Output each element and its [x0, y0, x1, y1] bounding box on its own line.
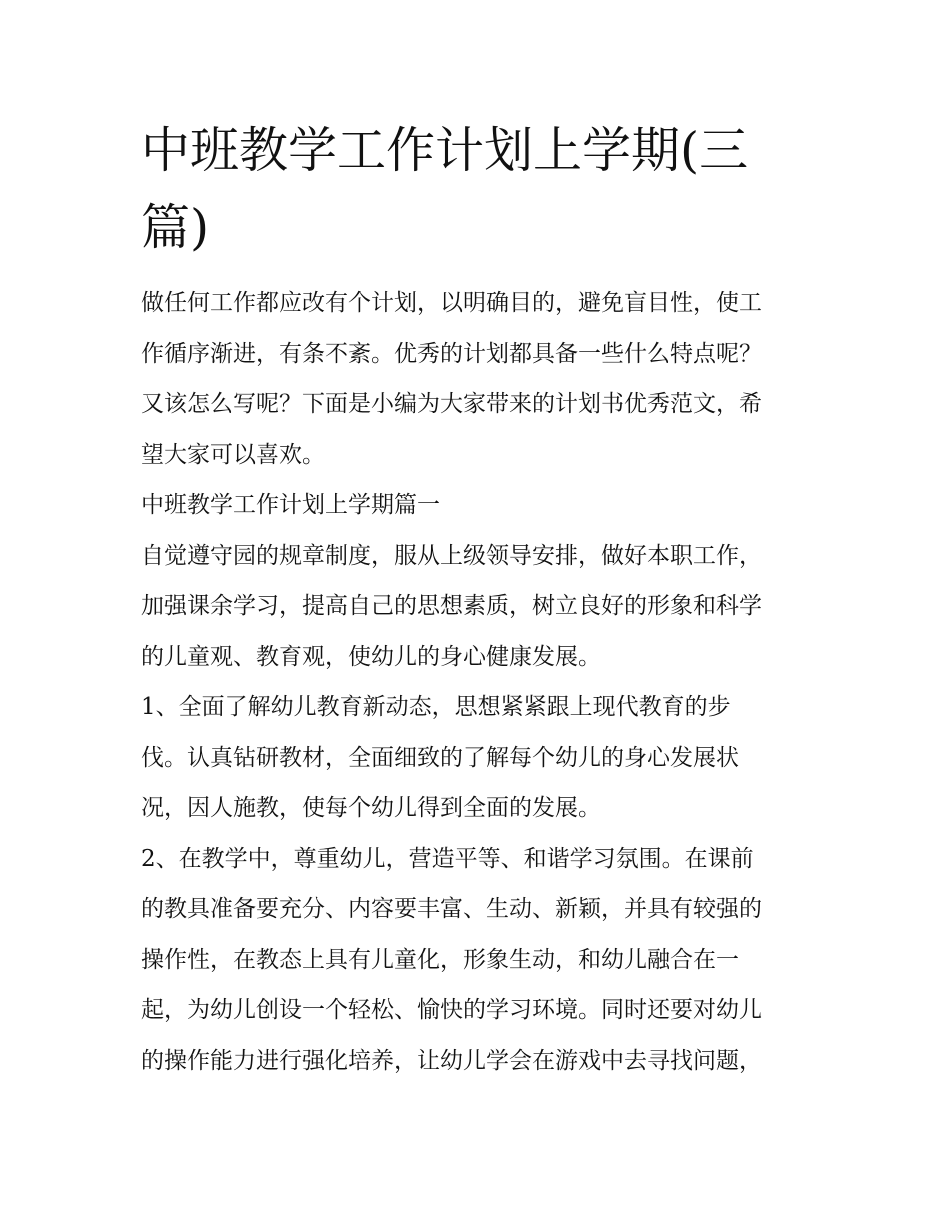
- list-item-line: 的教具准备要充分、内容要丰富、生动、新颖，并具有较强的: [141, 896, 762, 922]
- list-item-line: 1、全面了解幼儿教育新动态，思想紧紧跟上现代教育的步: [141, 694, 731, 720]
- section-heading: 中班教学工作计划上学期篇一: [141, 492, 440, 518]
- document-body: [141, 278, 813, 1086]
- list-item-line: 的操作能力进行强化培养，让幼儿学会在游戏中去寻找问题，: [141, 1047, 762, 1074]
- paragraph-line: 作循序渐进，有条不紊。优秀的计划都具备一些什么特点呢？: [141, 340, 762, 367]
- paragraph-line: 望大家可以喜欢。: [141, 441, 325, 468]
- list-item-line: 况，因人施教，使每个幼儿得到全面的发展。: [141, 795, 601, 821]
- document-title: [141, 112, 781, 266]
- paragraph-line: 自觉遵守园的规章制度，服从上级领导安排，做好本职工作，: [141, 542, 762, 569]
- paragraph-line: 加强课余学习，提高自己的思想素质，树立良好的形象和科学: [141, 593, 762, 619]
- paragraph-line: 又该怎么写呢？下面是小编为大家带来的计划书优秀范文，希: [141, 391, 762, 417]
- title-line-1: 中班教学工作计划上学期(三: [141, 122, 749, 179]
- paragraph-line: 做任何工作都应改有个计划，以明确目的，避免盲目性，使工: [141, 290, 762, 316]
- list-item-line: 起，为幼儿创设一个轻松、愉快的学习环境。同时还要对幼儿: [141, 997, 762, 1023]
- list-item-line: 伐。认真钻研教材，全面细致的了解每个幼儿的身心发展状: [141, 744, 739, 771]
- paragraph-line: 的儿童观、教育观，使幼儿的身心健康发展。: [141, 643, 601, 670]
- list-item-line: 操作性，在教态上具有儿童化，形象生动，和幼儿融合在一: [141, 946, 739, 973]
- title-line-2: 篇): [141, 199, 210, 256]
- list-item-line: 2、在教学中，尊重幼儿，营造平等、和谐学习氛围。在课前: [141, 845, 754, 872]
